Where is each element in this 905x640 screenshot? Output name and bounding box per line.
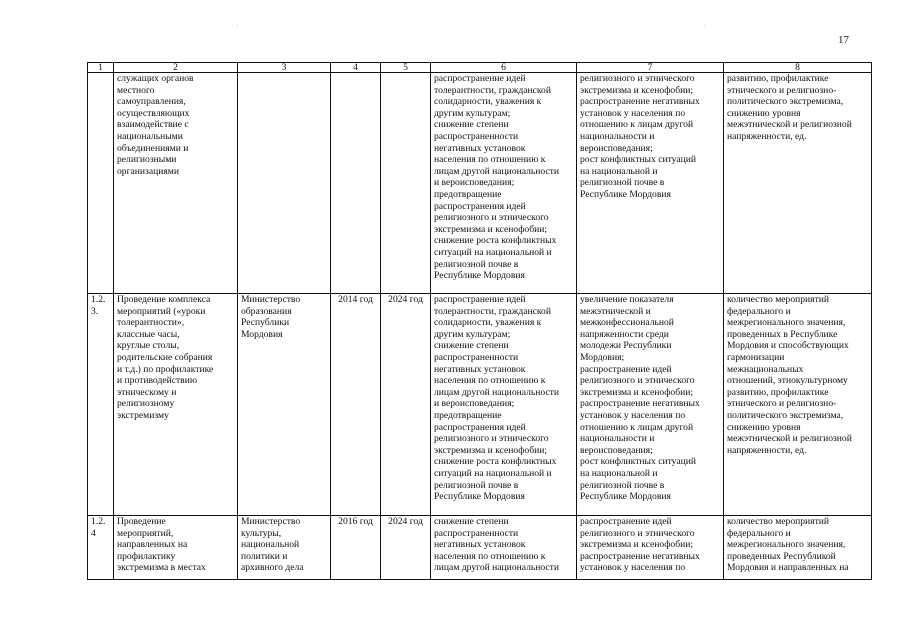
target-indicator: развитию, профилактике этнического и религиозно- политического экстремизма, снижению уровня межэтнической и религиозной напряженности, ед. xyxy=(724,73,872,294)
column-number: 8 xyxy=(724,63,872,73)
start-year: 2016 год xyxy=(331,516,381,580)
target-indicator: количество мероприятий федерального и межрегионального значения, проведенных Республикой Мордовия и направленных на xyxy=(724,516,872,580)
end-year: 2024 год xyxy=(381,294,431,516)
page-number: 17 xyxy=(838,34,849,46)
expected-results: снижение степени распространенности негативных установок населения по отношению к лицам другой национальности xyxy=(431,516,577,580)
scan-noise: · xyxy=(703,22,706,30)
end-year: 2024 год xyxy=(381,516,431,580)
measure-name: Проведение мероприятий, направленных на профилактику экстремизма в местах xyxy=(114,516,238,580)
column-number: 5 xyxy=(381,63,431,73)
program-measures-table xyxy=(87,62,872,580)
executor: Министерство культуры, национальной политики и архивного дела xyxy=(238,516,331,580)
measure-number: 1.2.4 xyxy=(88,516,114,580)
measure-number xyxy=(88,73,114,294)
table-row xyxy=(88,73,872,294)
executor xyxy=(238,73,331,294)
column-number: 4 xyxy=(331,63,381,73)
column-number: 2 xyxy=(114,63,238,73)
column-number: 1 xyxy=(88,63,114,73)
scan-noise: · xyxy=(236,22,239,30)
column-number: 7 xyxy=(577,63,724,73)
column-number: 6 xyxy=(431,63,577,73)
start-year: 2014 год xyxy=(331,294,381,516)
column-number: 3 xyxy=(238,63,331,73)
measure-number: 1.2.3. xyxy=(88,294,114,516)
target-indicator: количество мероприятий федерального и межрегионального значения, проведенных в Республике Мордовия и способствующих гармонизации межнациональных отношений, этнокультурному развитию, профилактике этнического и религиозно- политического экстремизма, снижению уровня межэтнической и религиозной напряженности, ед. xyxy=(724,294,872,516)
table-row xyxy=(88,294,872,516)
expected-results: распространение идей толерантности, гражданской солидарности, уважения к другим культурам; снижение степени распространенности негативных установок населения по отношению к лицам другой национальности и вероисповедания; предотвращение распространения идей религиозного и этнического экстремизма и ксенофобии; снижение роста конфликтных ситуаций на национальной и религиозной почве в Республике Мордовия xyxy=(431,73,577,294)
expected-results: распространение идей толерантности, гражданской солидарности, уважения к другим культурам; снижение степени распространенности негативных установок населения по отношению к лицам другой национальности и вероисповедания; предотвращение распространения идей религиозного и этнического экстремизма и ксенофобии; снижение роста конфликтных ситуаций на национальной и религиозной почве в Республике Мордовия xyxy=(431,294,577,516)
non-implementation-consequences: религиозного и этнического экстремизма и ксенофобии; распространение негативных установок у населения по отношению к лицам другой национальности и вероисповедания; рост конфликтных ситуаций на национальной и религиозной почве в Республике Мордовия xyxy=(577,73,724,294)
executor: Министерство образования Республики Мордовия xyxy=(238,294,331,516)
non-implementation-consequences: увеличение показателя межэтнической и межконфессиональной напряженности среди молодежи Республики Мордовия; распространение идей религиозного и этнического экстремизма и ксенофобии; распространение негативных установок у населения по отношению к лицам другой национальности и вероисповедания; рост конфликтных ситуаций на национальной и религиозной почве в Республике Мордовия xyxy=(577,294,724,516)
measure-name: Проведение комплекса мероприятий («уроки толерантности», классные часы, круглые столы, родительские собрания и т.д.) по профилактике и противодействию этническому и религиозному экстремизму xyxy=(114,294,238,516)
column-number-row xyxy=(88,63,872,73)
start-year xyxy=(331,73,381,294)
measure-name: служащих органов местного самоуправления, осуществляющих взаимодействие с национальными объединениями и религиозными организациями xyxy=(114,73,238,294)
table-row xyxy=(88,516,872,580)
non-implementation-consequences: распространение идей религиозного и этнического экстремизма и ксенофобии; распространение негативных установок у населения по xyxy=(577,516,724,580)
end-year xyxy=(381,73,431,294)
